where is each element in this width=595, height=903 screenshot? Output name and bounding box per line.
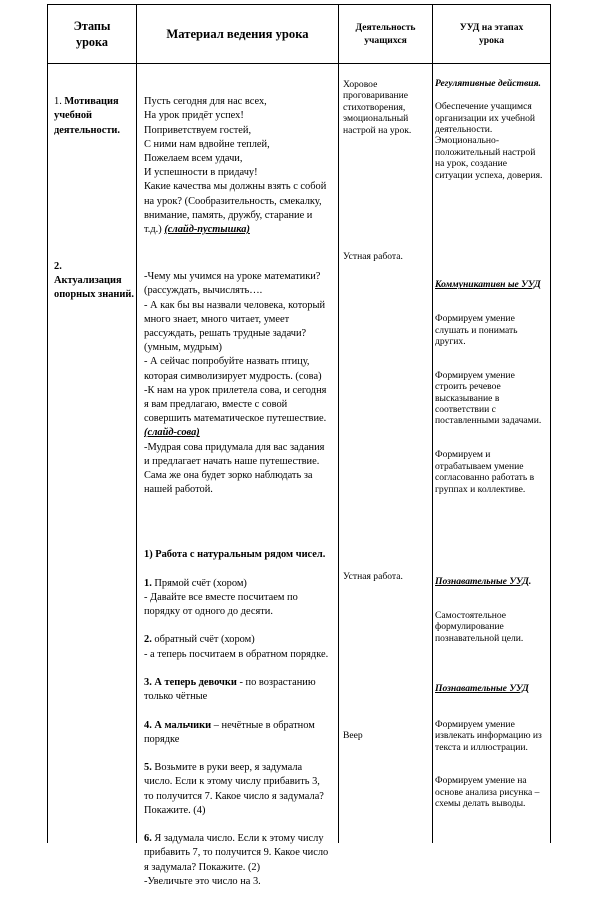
uud-cognitive-1-text: Самостоятельное формулирование познавательной цели. [435,609,524,644]
uud-communicative-text-1: Формируем умение слушать и понимать других. [435,313,518,348]
uud-regulative [435,67,547,192]
uud-cognitive-2 [435,671,547,821]
slide-label-2: (слайд-сова) [144,427,200,439]
header-divider [48,63,550,64]
uud-cognitive-1 [435,561,547,655]
material-owl-text: -Чему мы учимся на уроке математики? (рассуждать, вычислять…. - А как бы вы назвали человека, который много знает, много читает, умеет рассуждать, решать трудные задачи? (умным, мудрым) - А сейчас попробуйте назвать птицу, которая символизирует мудрость. (сова) -К нам на урок прилетела сова, и сегодня я вам предлагаю, вместе с совой совершить математическое путешествие. [144,271,327,425]
column-divider [432,5,433,843]
lesson-table [47,4,551,887]
uud-cognitive-2-text-2: Формируем умение на основе анализа рисунка – схемы делать выводы. [435,775,540,810]
activity-1: Хоровое проговаривание стихотворения, эмоциональный настрой на урок. [343,79,412,136]
header-material: Материал ведения урока [166,26,309,41]
uud-cognitive-1-title: Познавательные УУД. [435,576,532,588]
uud-communicative [435,268,547,506]
stage-1 [54,81,134,138]
activity-3: Устная работа. [343,571,403,582]
uud-cognitive-2-title: Познавательные УУД [435,683,529,695]
work-item-2: 2. обратный счёт (хором) - а теперь посчитаем в обратном порядке. [144,634,329,660]
uud-regulative-title: Регулятивные действия. [435,78,541,90]
uud-communicative-text-2: Формируем умение строить речевое высказывание в соответствии с поставленными задачами. [435,369,542,427]
uud-cognitive-2-text-1: Формируем умение извлекать информацию из текста и иллюстрации. [435,718,542,753]
work-title: 1) Работа с натуральным рядом чисел. [144,549,326,561]
header-activity: Деятельность учащихся [355,22,416,46]
column-divider [136,5,137,843]
work-item-1: 1. Прямой счёт (хором) - Давайте все вместе посчитаем по порядку от одного до десяти. [144,577,298,618]
uud-communicative-title: Коммуникативн ые УУД [435,279,541,291]
activity-4: Веер [343,730,363,741]
uud-communicative-text-3: Формируем и отрабатываем умение согласованно работать в группах и коллективе. [435,449,535,495]
material-owl [144,256,332,497]
stage-2-title: 2. Актуализация опорных знаний. [54,261,134,301]
material-work [144,534,332,903]
work-item-6: 6. Я задумала число. Если к этому числу прибавить 7, то получится 9. Какое число я задумала? Покажите. (2) -Увеличьте это число на 3. [144,833,329,887]
stage-1-number: 1. [54,96,65,108]
header-uud: УУД на этапах урока [459,22,524,46]
work-item-5: 5. Возьмите в руки веер, я задумала число. Если к этому числу прибавить 3, то получится 7. Какое число я задумала? Покажите. (4) [144,762,324,816]
header-stage: Этапы урока [73,19,111,49]
column-divider [338,5,339,843]
uud-regulative-text: Обеспечение учащимся организации их учебной деятельности. Эмоционально-положительный настрой на урок, создание ситуации успеха, доверия. [435,101,543,181]
material-poem: Пусть сегодня для нас всех, На урок придёт успех! Поприветствуем гостей, С ними нам вдвойне теплей, Пожелаем всем удачи, И успешности в придачу! Какие качества мы должны взять с собой на урок? (Сообразительность, смекалку, внимание, память, дружбу, старание и т.д.) [144,96,327,236]
material-intro [144,81,332,237]
work-item-4: 4. А мальчики – нечётные в обратном порядке [144,719,315,745]
stage-1-title: Мотивация учебной деятельности. [54,96,121,136]
work-item-3: 3. А теперь девочки - по возрастанию только чётные [144,677,316,703]
material-owl-text-2: -Мудрая сова придумала для вас задания и предлагает начать наше путешествие. Сама же она будет зорко наблюдать за нашей работой. [144,441,325,496]
slide-label-1: (слайд-пустышка) [164,224,250,236]
activity-2: Устная работа. [343,251,403,262]
